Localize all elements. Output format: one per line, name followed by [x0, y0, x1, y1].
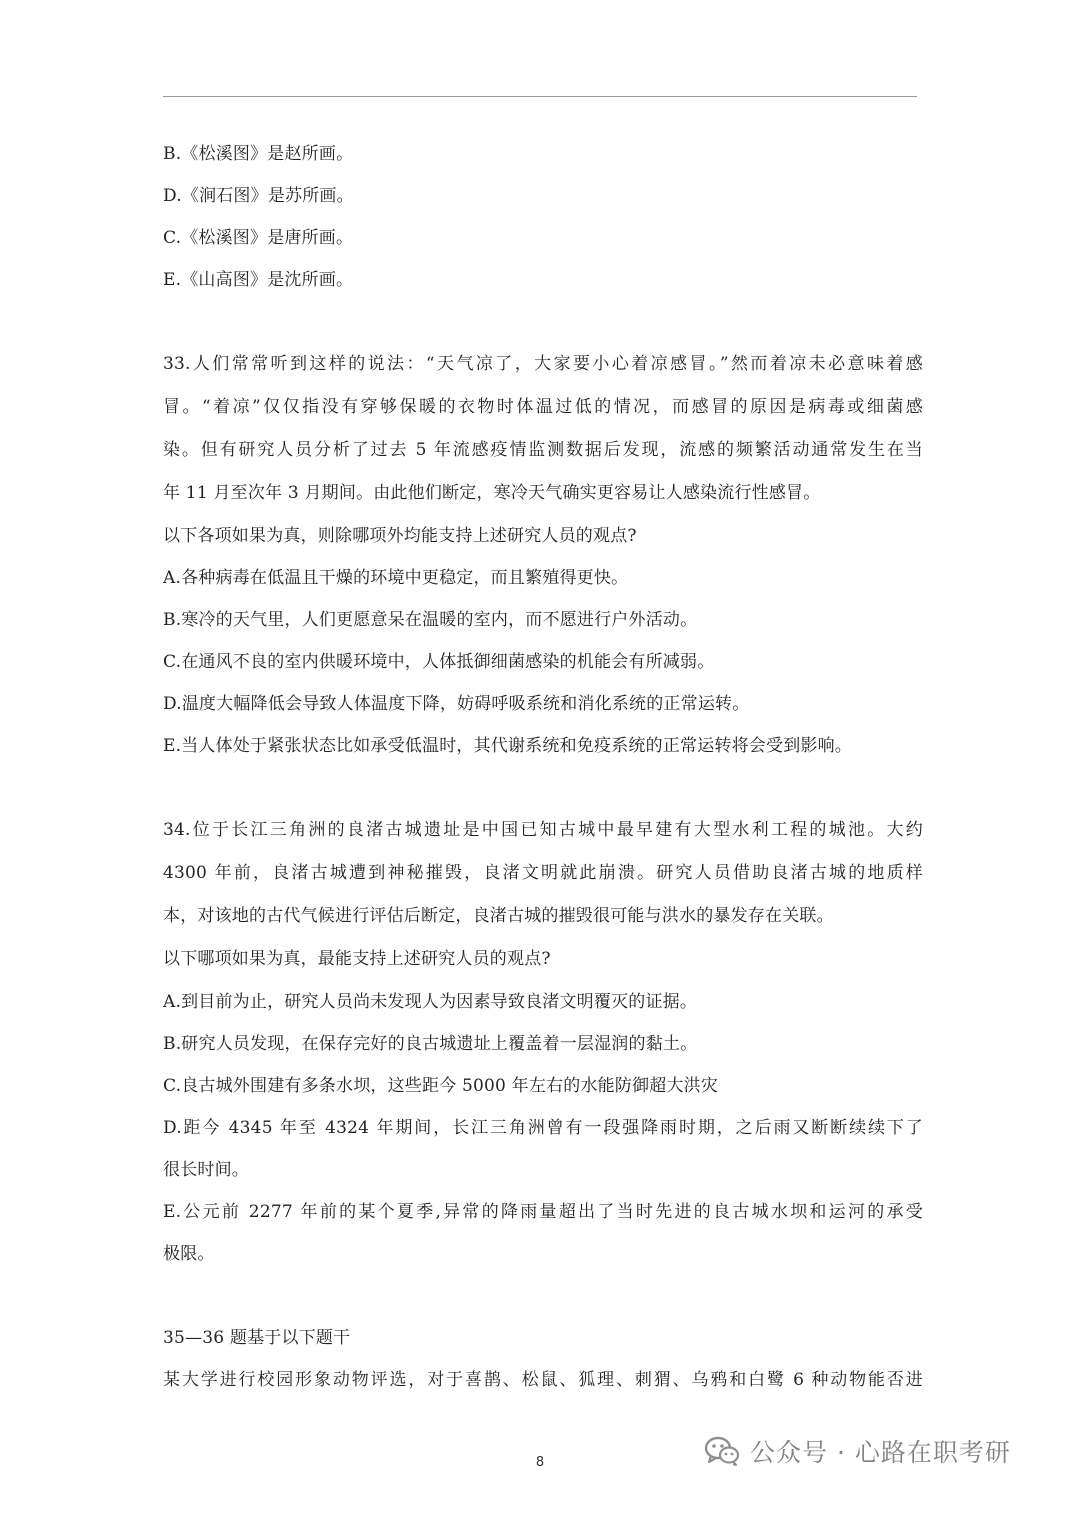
question-34-option-b: B.研究人员发现，在保存完好的良古城遗址上覆盖着一层湿润的黏土。: [163, 1034, 698, 1054]
question-34-option-d: D.距今 4345 年至 4324 年期间，长江三角洲曾有一段强降雨时期，之后雨又断断续续下了: [163, 1118, 923, 1138]
question-35-36-stem: 某大学进行校园形象动物评选，对于喜鹊、松鼠、狐理、刺猬、乌鸦和白鹭 6 种动物能否进: [163, 1370, 923, 1390]
option-line: B.《松溪图》是赵所画。: [163, 144, 354, 164]
question-34-question: 以下哪项如果为真，最能支持上述研究人员的观点?: [163, 949, 551, 969]
question-33-stem-line: 33.人们常常听到这样的说法：“天气凉了，大家要小心着凉感冒。”然而着凉未必意味着感: [163, 354, 923, 374]
question-33-stem-line: 冒。“着凉”仅仅指没有穿够保暖的衣物时体温过低的情况，而感冒的原因是病毒或细菌感: [163, 397, 923, 417]
option-line: D.《涧石图》是苏所画。: [163, 186, 354, 206]
page-number: 8: [535, 1455, 545, 1470]
question-34-option-d-continuation: 很长时间。: [163, 1160, 249, 1180]
option-line: C.《松溪图》是唐所画。: [163, 228, 354, 248]
question-34-stem-line: 4300 年前，良渚古城遭到神秘摧毁，良渚文明就此崩溃。研究人员借助良渚古城的地质样: [163, 863, 923, 883]
question-33-stem-line: 染。但有研究人员分析了过去 5 年流感疫情监测数据后发现，流感的频繁活动通常发生在当: [163, 440, 923, 460]
question-34-option-a: A.到目前为止，研究人员尚未发现人为因素导致良渚文明覆灭的证据。: [163, 992, 698, 1012]
question-33-option-c: C.在通风不良的室内供暖环境中，人体抵御细菌感染的机能会有所减弱。: [163, 652, 715, 672]
question-33-option-d: D.温度大幅降低会导致人体温度下降，妨碍呼吸系统和消化系统的正常运转。: [163, 694, 750, 714]
wechat-icon: [702, 1434, 742, 1468]
question-33-stem-line: 年 11 月至次年 3 月期间。由此他们断定，寒冷天气确实更容易让人感染流行性感冒。: [163, 483, 821, 503]
question-33-option-a: A.各种病毒在低温且干燥的环境中更稳定，而且繁殖得更快。: [163, 568, 629, 588]
question-33-option-b: B.寒冷的天气里，人们更愿意呆在温暖的室内，而不愿进行户外活动。: [163, 610, 698, 630]
question-34-option-e: E.公元前 2277 年前的某个夏季,异常的降雨量超出了当时先进的良古城水坝和运河的承受: [163, 1202, 923, 1222]
question-34-stem-line: 本，对该地的古代气候进行评估后断定，良渚古城的摧毁很可能与洪水的暴发存在关联。: [163, 906, 834, 926]
question-33-question: 以下各项如果为真，则除哪项外均能支持上述研究人员的观点?: [163, 526, 637, 546]
watermark-text: 公众号 · 心路在职考研: [750, 1438, 1011, 1467]
question-34-option-c: C.良古城外围建有多条水坝，这些距今 5000 年左右的水能防御超大洪灾: [163, 1076, 719, 1096]
option-line: E.《山高图》是沈所画。: [163, 270, 354, 290]
question-33-option-e: E.当人体处于紧张状态比如承受低温时，其代谢系统和免疫系统的正常运转将会受到影响。: [163, 736, 853, 756]
question-34-stem-line: 34.位于长江三角洲的良渚古城遗址是中国已知古城中最早建有大型水利工程的城池。大约: [163, 820, 923, 840]
watermark: [702, 1425, 1011, 1477]
question-35-36-heading: 35—36 题基于以下题干: [163, 1328, 351, 1348]
question-34-option-e-continuation: 极限。: [163, 1244, 215, 1264]
header-rule: [163, 96, 917, 97]
